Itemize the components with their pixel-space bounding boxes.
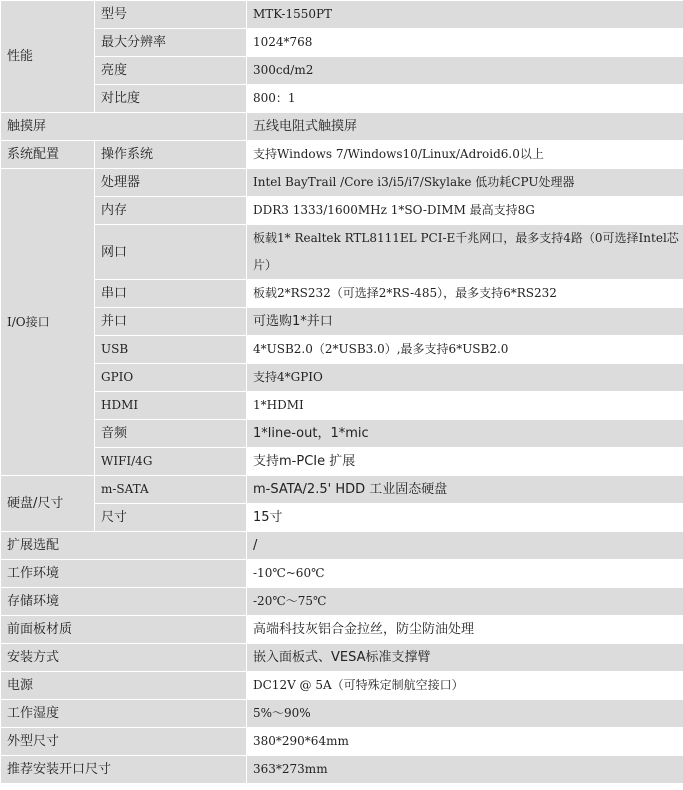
category-touchscreen: 触摸屏 bbox=[1, 113, 247, 141]
spec-row-mounting bbox=[1, 644, 683, 672]
value-power: DC12V @ 5A（可特殊定制航空接口） bbox=[247, 672, 683, 700]
spec-row-serial bbox=[1, 280, 683, 308]
value-usb: 4*USB2.0（2*USB3.0）,最多支持6*USB2.0 bbox=[247, 336, 683, 364]
category-storage: 硬盘/尺寸 bbox=[1, 476, 95, 532]
value-expansion: / bbox=[247, 532, 683, 560]
value-cutout: 363*273mm bbox=[247, 756, 683, 784]
value-wifi: 支持m-PCIe 扩展 bbox=[247, 448, 683, 476]
spec-row-parallel bbox=[1, 308, 683, 336]
value-gpio: 支持4*GPIO bbox=[247, 364, 683, 392]
spec-row-os bbox=[1, 141, 683, 169]
category-io: I/O接口 bbox=[1, 169, 95, 476]
spec-row-model bbox=[1, 1, 683, 29]
spec-row-memory bbox=[1, 197, 683, 225]
spec-row-dimensions bbox=[1, 728, 683, 756]
spec-row-power bbox=[1, 672, 683, 700]
value-os: 支持Windows 7/Windows10/Linux/Adroid6.0以上 bbox=[247, 141, 683, 169]
category-dimensions: 外型尺寸 bbox=[1, 728, 247, 756]
label-lan: 网口 bbox=[95, 225, 247, 280]
category-performance: 性能 bbox=[1, 1, 95, 113]
spec-row-audio bbox=[1, 420, 683, 448]
label-resolution: 最大分辨率 bbox=[95, 29, 247, 57]
spec-row-wifi bbox=[1, 448, 683, 476]
value-msata: m-SATA/2.5' HDD 工业固态硬盘 bbox=[247, 476, 683, 504]
value-brightness: 300cd/m2 bbox=[247, 57, 683, 85]
value-touchscreen: 五线电阻式触摸屏 bbox=[247, 113, 683, 141]
value-cpu: Intel BayTrail /Core i3/i5/i7/Skylake 低功耗CPU处理器 bbox=[247, 169, 683, 197]
spec-row-humidity bbox=[1, 700, 683, 728]
value-memory: DDR3 1333/1600MHz 1*SO-DIMM 最高支持8G bbox=[247, 197, 683, 225]
value-resolution: 1024*768 bbox=[247, 29, 683, 57]
value-hdmi: 1*HDMI bbox=[247, 392, 683, 420]
label-parallel: 并口 bbox=[95, 308, 247, 336]
label-memory: 内存 bbox=[95, 197, 247, 225]
label-gpio: GPIO bbox=[95, 364, 247, 392]
spec-row-panel-material bbox=[1, 616, 683, 644]
category-expansion: 扩展选配 bbox=[1, 532, 247, 560]
label-serial: 串口 bbox=[95, 280, 247, 308]
category-power: 电源 bbox=[1, 672, 247, 700]
label-brightness: 亮度 bbox=[95, 57, 247, 85]
value-panel-material: 高端科技灰铝合金拉丝，防尘防油处理 bbox=[247, 616, 683, 644]
value-size: 15寸 bbox=[247, 504, 683, 532]
category-mounting: 安装方式 bbox=[1, 644, 247, 672]
spec-row-contrast bbox=[1, 85, 683, 113]
label-msata: m-SATA bbox=[95, 476, 247, 504]
spec-row-touchscreen bbox=[1, 113, 683, 141]
spec-row-resolution bbox=[1, 29, 683, 57]
label-model: 型号 bbox=[95, 1, 247, 29]
label-usb: USB bbox=[95, 336, 247, 364]
value-humidity: 5%～90% bbox=[247, 700, 683, 728]
category-storage-temp: 存储环境 bbox=[1, 588, 247, 616]
label-hdmi: HDMI bbox=[95, 392, 247, 420]
category-humidity: 工作湿度 bbox=[1, 700, 247, 728]
category-operating-temp: 工作环境 bbox=[1, 560, 247, 588]
spec-row-expansion bbox=[1, 532, 683, 560]
label-contrast: 对比度 bbox=[95, 85, 247, 113]
value-lan: 板载1* Realtek RTL8111EL PCI-E千兆网口，最多支持4路（0可选择Intel芯片） bbox=[247, 225, 683, 280]
label-audio: 音频 bbox=[95, 420, 247, 448]
value-model: MTK-1550PT bbox=[247, 1, 683, 29]
spec-row-usb bbox=[1, 336, 683, 364]
spec-row-size bbox=[1, 504, 683, 532]
spec-row-brightness bbox=[1, 57, 683, 85]
spec-row-msata bbox=[1, 476, 683, 504]
label-os: 操作系统 bbox=[95, 141, 247, 169]
spec-row-cpu bbox=[1, 169, 683, 197]
value-dimensions: 380*290*64mm bbox=[247, 728, 683, 756]
label-size: 尺寸 bbox=[95, 504, 247, 532]
category-panel-material: 前面板材质 bbox=[1, 616, 247, 644]
spec-row-hdmi bbox=[1, 392, 683, 420]
label-wifi: WIFI/4G bbox=[95, 448, 247, 476]
category-cutout: 推荐安装开口尺寸 bbox=[1, 756, 247, 784]
value-storage-temp: -20℃～75℃ bbox=[247, 588, 683, 616]
value-audio: 1*line-out，1*mic bbox=[247, 420, 683, 448]
spec-row-storage-temp bbox=[1, 588, 683, 616]
value-parallel: 可选购1*并口 bbox=[247, 308, 683, 336]
value-serial: 板载2*RS232（可选择2*RS-485），最多支持6*RS232 bbox=[247, 280, 683, 308]
value-contrast: 800：1 bbox=[247, 85, 683, 113]
spec-row-lan bbox=[1, 225, 683, 280]
value-mounting: 嵌入面板式、VESA标准支撑臂 bbox=[247, 644, 683, 672]
spec-row-gpio bbox=[1, 364, 683, 392]
label-cpu: 处理器 bbox=[95, 169, 247, 197]
spec-row-cutout bbox=[1, 756, 683, 784]
category-system: 系统配置 bbox=[1, 141, 95, 169]
spec-row-operating-temp bbox=[1, 560, 683, 588]
value-operating-temp: -10℃~60℃ bbox=[247, 560, 683, 588]
